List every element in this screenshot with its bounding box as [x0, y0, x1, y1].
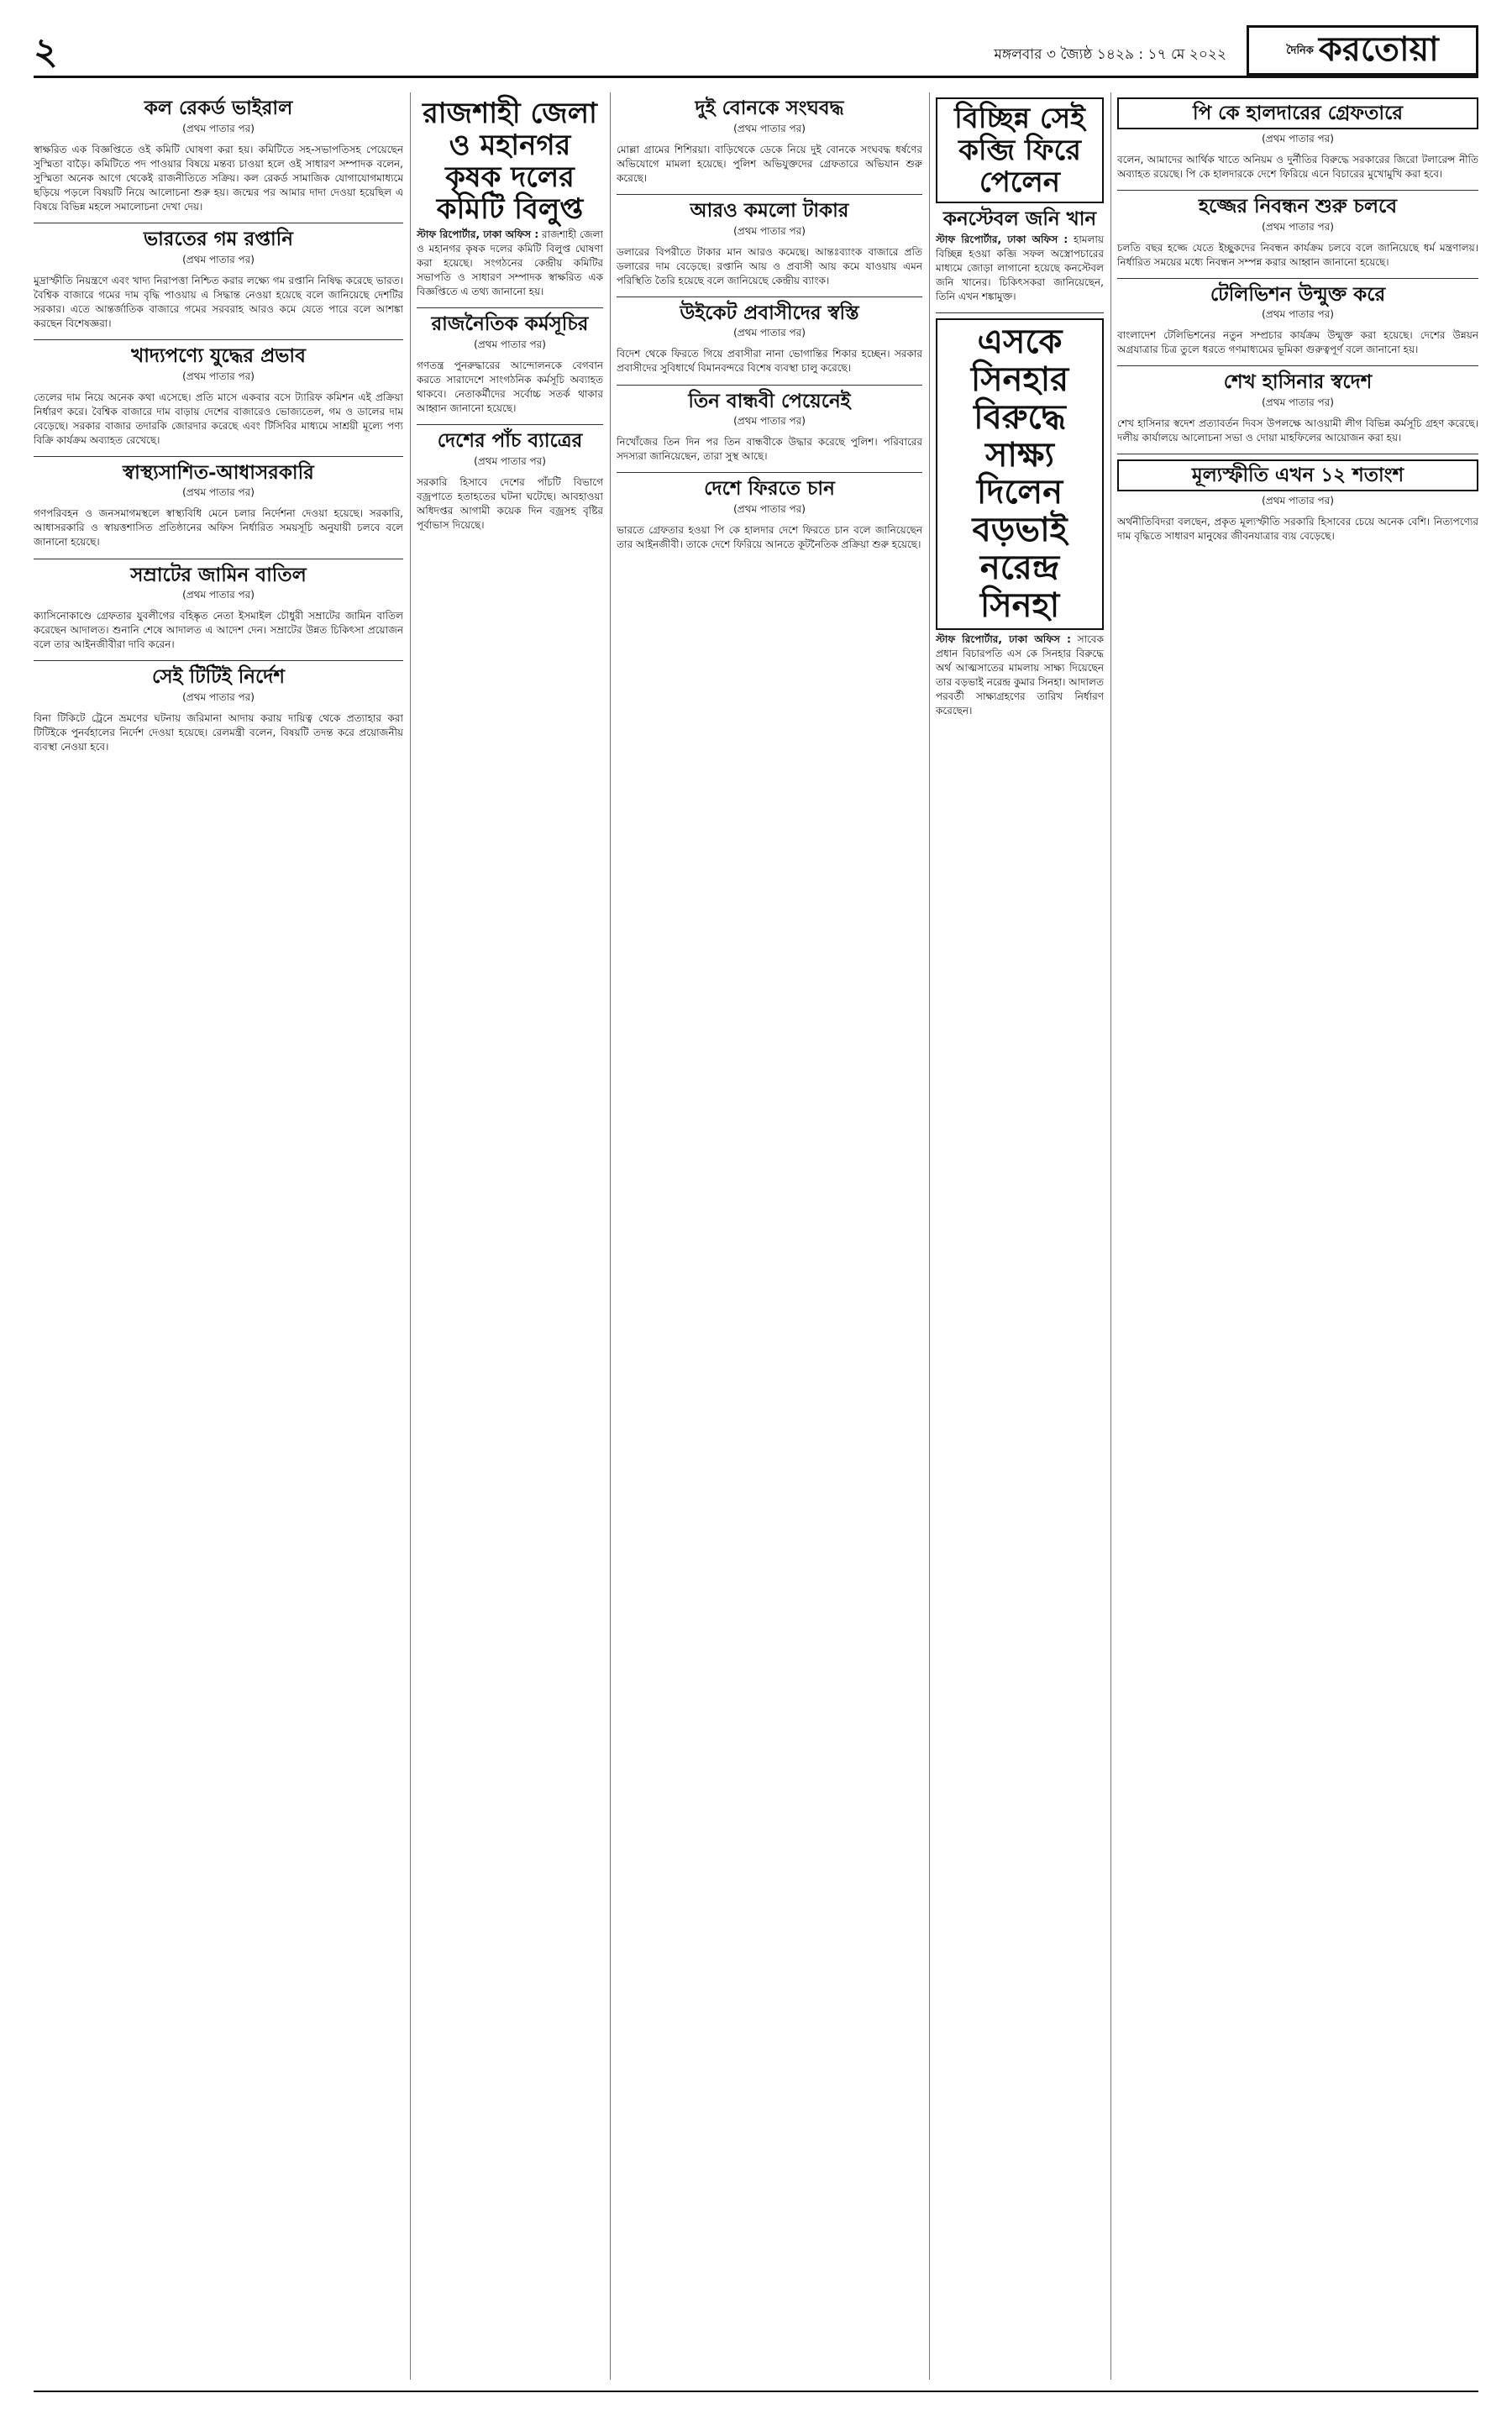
- divider: [617, 472, 922, 473]
- article-bichchinno: [936, 97, 1104, 304]
- divider: [34, 660, 403, 661]
- logo-prefix: দৈনিক: [1286, 44, 1314, 57]
- article-body: বিদেশ থেকে ফিরতে গিয়ে প্রবাসীরা নানা ভোগান্তির শিকার হচ্ছেন। সরকার প্রবাসীদের সুবিধার্থে বিমানবন্দরে বিশেষ ব্যবস্থা চালু করেছে।: [617, 348, 922, 375]
- column-2: [417, 92, 603, 2380]
- divider: [34, 339, 403, 340]
- newspaper-logo: [1247, 25, 1478, 76]
- article-body: ক্যাসিনোকাণ্ডে গ্রেফতার যুবলীগের বহিষ্কৃত নেতা ইসমাইল চৌধুরী সম্রাটের জামিন বাতিল করেছেন আদালত। শুনানি শেষে আদালত এ আদেশ দেন। সম্রাটের উন্নত চিকিৎসা প্রয়োজন বলে তার আইনজীবীরা দাবি করেন।: [34, 610, 403, 651]
- article-subtitle: কনস্টেবল জনি খান: [942, 207, 1097, 231]
- article-body: বিনা টিকিটে ট্রেনে ভ্রমণের ঘটনায় জরিমানা আদায় করায় দায়িত্ব থেকে প্রত্যাহার করা টিটিইকে পুনর্বহালের নির্দেশ দেওয়া হয়েছে। রেলমন্ত্রী বলেন, বিষয়টি তদন্ত করে প্রয়োজনীয় ব্যবস্থা নেওয়া হবে।: [34, 712, 403, 753]
- column-3: [617, 92, 922, 2380]
- article-title: এসকে সিনহার বিরুদ্ধে সাক্ষ্য দিলেন বড়ভাই নরেন্দ্র সিনহা: [936, 318, 1104, 629]
- continued-label: (প্রথম পাতার পর): [733, 415, 806, 428]
- divider: [1117, 365, 1478, 366]
- continued-label: (প্রথম পাতার পর): [474, 339, 546, 351]
- article-body: হামলায় বিচ্ছিন্ন হওয়া কব্জি সফল অস্ত্রোপচারের মাধ্যমে জোড়া লাগানো হয়েছে কনস্টেবল জনি খানের। চিকিৎসকরা জানিয়েছেন, তিনি এখন শঙ্কামুক্ত।: [936, 233, 1104, 303]
- divider: [936, 312, 1104, 313]
- continued-label: (প্রথম পাতার পর): [182, 253, 255, 265]
- article-title: দুই বোনকে সংঘবদ্ধ: [695, 97, 844, 119]
- article-dui-bone: [617, 97, 922, 186]
- divider: [1117, 190, 1478, 191]
- column-rule: [1110, 92, 1111, 2380]
- article-body: গণপরিবহন ও জনসমাগমস্থলে স্বাস্থ্যবিধি মেনে চলার নির্দেশনা দেওয়া হয়েছে। সরকারি, আধাসরকারি ও স্বায়ত্তশাসিত প্রতিষ্ঠানের অফিস নির্ধারিত সময়সূচি অনুযায়ী চলবে বলে জানানো হয়েছে।: [34, 507, 403, 548]
- article-mudrasfiti: [1117, 459, 1478, 543]
- continued-label: (প্রথম পাতার পর): [182, 589, 255, 601]
- continued-label: (প্রথম পাতার পর): [182, 370, 255, 382]
- article-title: রাজনৈতিক কর্মসূচির: [431, 312, 589, 336]
- column-rule: [410, 92, 411, 2380]
- masthead: [34, 25, 1478, 78]
- article-title: দেশের পাঁচ ব্যাত্রের: [437, 429, 583, 453]
- article-title: আরও কমলো টাকার: [690, 198, 849, 222]
- article-body: শেখ হাসিনার স্বদেশ প্রত্যাবর্তন দিবস উপলক্ষে আওয়ামী লীগ বিভিন্ন কর্মসূচি গ্রহণ করেছে। দলীয় কার্যালয়ে আলোচনা সভা ও দোয়া মাহফিলের আয়োজন করা হয়।: [1117, 417, 1478, 444]
- continued-label: (প্রথম পাতার পর): [1262, 495, 1334, 506]
- article-aro-komlo: [617, 200, 922, 288]
- article-body: রাজশাহী জেলা ও মহানগর কৃষক দলের কমিটি বিলুপ্ত ঘোষণা করা হয়েছে। সংগঠনের কেন্দ্রীয় কমিটির সভাপতি ও সাধারণ সম্পাদক স্বাক্ষরিত এক বিজ্ঞপ্তিতে এ তথ্য জানানো হয়।: [417, 228, 603, 298]
- article-byline: স্টাফ রিপোর্টার, ঢাকা অফিস :: [417, 228, 539, 241]
- article-swasthya: [34, 462, 403, 550]
- article-title: মূল্যস্ফীতি এখন ১২ শতাংশ: [1117, 459, 1478, 491]
- article-title: তিন বান্ধবী পেয়েনেই: [688, 389, 851, 412]
- article-kal-record: [34, 97, 403, 214]
- article-rajshahi: [417, 97, 603, 299]
- article-title: কল রেকর্ড ভাইরাল: [144, 97, 293, 119]
- article-deshe-firte: [617, 478, 922, 552]
- article-title: স্বাস্থ্যসাশিত-আধাসরকারি: [123, 460, 314, 484]
- article-tin-banbi: [617, 391, 922, 464]
- article-title: বিচ্ছিন্ন সেই কব্জি ফিরে পেলেন: [936, 97, 1104, 203]
- article-sei-titi: [34, 666, 403, 754]
- article-title: খাদ্যপণ্যে যুদ্ধের প্রভাব: [131, 344, 306, 367]
- logo-text: করতোয়া: [1318, 29, 1439, 69]
- divider: [1117, 278, 1478, 279]
- article-sheikh-hasina: [1117, 371, 1478, 445]
- article-title: সম্রাটের জামিন বাতিল: [130, 563, 307, 586]
- page-number: ২: [34, 30, 58, 73]
- article-body: মুদ্রাস্ফীতি নিয়ন্ত্রণে এবং খাদ্য নিরাপত্তা নিশ্চিত করার লক্ষ্যে গম রপ্তানি নিষিদ্ধ করেছে ভারত। বৈশ্বিক বাজারে গমের দাম বৃদ্ধি পাওয়ায় এ সিদ্ধান্ত নেওয়া হয়েছে বলে জানিয়েছে দেশটির সরকার। এতে আন্তর্জাতিক বাজারে গমের সরবরাহ আরও কমে যেতে পারে বলে আশঙ্কা করছেন বিশেষজ্ঞরা।: [34, 274, 403, 329]
- article-body: মোল্লা গ্রামের শিশিরয়া। বাড়িথেকে ডেকে নিয়ে দুই বোনকে সংঘবদ্ধ ধর্ষণের অভিযোগে মামলা হয়েছে। পুলিশ অভিযুক্তদের গ্রেফতারে অভিযান শুরু করেছে।: [617, 143, 922, 184]
- article-eske-sinha: [936, 318, 1104, 718]
- article-body: বাংলাদেশ টেলিভিশনের নতুন সম্প্রচার কার্যক্রম উন্মুক্ত করা হয়েছে। দেশের উন্নয়ন অগ্রযাত্রার চিত্র তুলে ধরতে গণমাধ্যমের ভূমিকা গুরুত্বপূর্ণ বলে জানানো হয়।: [1117, 329, 1478, 356]
- article-bhorote-gom: [34, 228, 403, 331]
- article-body: গণতন্ত্র পুনরুদ্ধারের আন্দোলনকে বেগবান করতে সারাদেশে সাংগঠনিক কর্মসূচি অব্যাহত থাকবে। নেতাকর্মীদের সর্বোচ্চ সতর্ক থাকার আহ্বান জানানো হয়েছে।: [417, 360, 603, 415]
- article-desher-panch: [417, 430, 603, 533]
- divider: [417, 424, 603, 425]
- article-byline: স্টাফ রিপোর্টার, ঢাকা অফিস :: [936, 233, 1068, 245]
- article-title: সেই টিটিই নির্দেশ: [152, 665, 285, 689]
- article-title: দেশে ফিরতে চান: [704, 477, 835, 501]
- continued-label: (প্রথম পাতার পর): [1262, 308, 1334, 321]
- divider: [34, 456, 403, 457]
- column-1: [34, 92, 403, 2380]
- continued-label: (প্রথম পাতার পর): [474, 455, 546, 468]
- article-body: তেলের দাম নিয়ে অনেক কথা এসেছে। প্রতি মাসে একবার বসে ট্যারিফ কমিশন এই প্রক্রিয়া নির্ধারণ করে। বৈশ্বিক বাজারে দাম বাড়ায় দেশের বাজারেও ভোজ্যতেল, গম ও ডালের দাম বেড়েছে। সরকার বাজার তদারকি জোরদার করেছে এবং টিসিবির মাধ্যমে সাশ্রয়ী মূল্যে পণ্য বিক্রি কার্যক্রম অব্যাহত রেখেছে।: [34, 391, 403, 446]
- article-hajj: [1117, 196, 1478, 270]
- article-samrater: [34, 564, 403, 653]
- article-body: চলতি বছর হজ্জে যেতে ইচ্ছুকদের নিবন্ধন কার্যক্রম চলবে বলে জানিয়েছে ধর্ম মন্ত্রণালয়। নির্ধারিত সময়ের মধ্যে নিবন্ধন সম্পন্ন করার আহ্বান জানানো হয়েছে।: [1117, 241, 1478, 268]
- column-rule: [929, 92, 930, 2380]
- article-body: নিখোঁজের তিন দিন পর তিন বান্ধবীকে উদ্ধার করেছে পুলিশ। পরিবারের সদস্যরা জানিয়েছেন, তারা সুস্থ আছে।: [617, 436, 922, 463]
- article-ui-ket: [617, 302, 922, 376]
- continued-label: (প্রথম পাতার পর): [733, 327, 806, 339]
- article-title: উইকেট প্রবাসীদের স্বস্তি: [680, 301, 859, 324]
- article-title: শেখ হাসিনার স্বদেশ: [1223, 370, 1373, 394]
- continued-label: (প্রথম পাতার পর): [1262, 132, 1334, 144]
- article-khadyapanye: [34, 345, 403, 448]
- continued-label: (প্রথম পাতার পর): [733, 224, 806, 237]
- continued-label: (প্রথম পাতার পর): [1262, 220, 1334, 233]
- divider: [417, 307, 603, 308]
- article-body: অর্থনীতিবিদরা বলছেন, প্রকৃত মূল্যস্ফীতি সরকারি হিসাবের চেয়ে অনেক বেশি। নিত্যপণ্যের দাম বৃদ্ধিতে সাধারণ মানুষের জীবনযাত্রার ব্যয় বেড়েছে।: [1117, 516, 1478, 543]
- article-title: পি কে হালদারের গ্রেফতারে: [1117, 97, 1478, 129]
- article-title: ভারতের গম রপ্তানি: [143, 227, 293, 250]
- continued-label: (প্রথম পাতার পর): [182, 122, 255, 134]
- article-byline: স্টাফ রিপোর্টার, ঢাকা অফিস :: [936, 632, 1071, 645]
- article-body: ভারতে গ্রেফতার হওয়া পি কে হালদার দেশে ফিরতে চান বলে জানিয়েছেন তার আইনজীবী। তাকে দেশে ফিরিয়ে আনতে কূটনৈতিক প্রক্রিয়া শুরু হয়েছে।: [617, 524, 922, 551]
- footer-rule: [34, 2391, 1478, 2392]
- continued-label: (প্রথম পাতার পর): [733, 122, 806, 134]
- article-rajnoitik: [417, 313, 603, 416]
- dateline: মঙ্গলবার ৩ জ্যৈষ্ঠ ১৪২৯ : ১৭ মে ২০২২: [994, 46, 1226, 63]
- divider: [617, 385, 922, 386]
- continued-label: (প্রথম পাতার পর): [1262, 396, 1334, 409]
- article-title: রাজশাহী জেলা ও মহানগর কৃষক দলের কমিটি বিলুপ্ত: [423, 97, 597, 227]
- continued-label: (প্রথম পাতার পর): [182, 486, 255, 499]
- article-pk-haldar: [1117, 97, 1478, 181]
- continued-label: (প্রথম পাতার পর): [733, 503, 806, 516]
- article-title: হজ্জের নিবন্ধন শুরু চলবে: [1198, 194, 1398, 218]
- article-body: স্বাক্ষরিত এক বিজ্ঞপ্তিতে ওই কমিটি ঘোষণা করা হয়। কমিটিতে সহ-সভাপতিসহ পেয়েছেন সুস্মিতা বাড়ৈ। কমিটিতে পদ পাওয়ার বিষয়ে মন্তব্য চাওয়া হলে ওই সাধারণ সম্পাদক বলেন, সুস্মিতা অনেক আগে থেকেই রাজনীতিতে সক্রিয়। কল রেকর্ড সামাজিক যোগাযোগমাধ্যমে ছড়িয়ে পড়লে বিষয়টি নিয়ে আলোচনা শুরু হয়। জন্মের পর আমার দাদা দেওয়া হয়েছিল এ বিষয়ে বিভিন্ন মহলে সমালোচনা দেখা দেয়।: [34, 143, 403, 213]
- article-title: টেলিভিশন উন্মুক্ত করে: [1210, 282, 1386, 306]
- article-television: [1117, 284, 1478, 358]
- article-body: সাবেক প্রধান বিচারপতি এস কে সিনহার বিরুদ্ধে অর্থ আত্মসাতের মামলায় সাক্ষ্য দিয়েছেন তার বড়ভাই নরেন্দ্র কুমার সিনহা। আদালত পরবর্তী সাক্ষ্যগ্রহণের তারিখ নির্ধারণ করেছেন।: [936, 632, 1104, 716]
- article-body: বলেন, আমাদের আর্থিক খাতে অনিয়ম ও দুর্নীতির বিরুদ্ধে সরকারের জিরো টলারেন্স নীতি অব্যাহত রয়েছে। পি কে হালদারকে দেশে ফিরিয়ে এনে বিচারের মুখোমুখি করা হবে।: [1117, 153, 1478, 180]
- column-4: [936, 92, 1104, 2380]
- continued-label: (প্রথম পাতার পর): [182, 691, 255, 704]
- column-rule: [610, 92, 611, 2380]
- column-5: [1117, 92, 1478, 2380]
- divider: [617, 194, 922, 195]
- article-body: ডলারের বিপরীতে টাকার মান আরও কমেছে। আন্তঃব্যাংক বাজারে প্রতি ডলারের দাম বেড়েছে। রপ্তানি আয় ও প্রবাসী আয় কমে যাওয়ায় এমন পরিস্থিতি তৈরি হয়েছে বলে জানিয়েছে কেন্দ্রীয় ব্যাংক।: [617, 245, 922, 286]
- article-body: সরকারি হিসাবে দেশের পাঁচটি বিভাগে বজ্রপাতে হতাহতের ঘটনা ঘটেছে। আবহাওয়া অধিদপ্তর আগামী কয়েক দিন বজ্রসহ বৃষ্টির পূর্বাভাস দিয়েছে।: [417, 476, 603, 532]
